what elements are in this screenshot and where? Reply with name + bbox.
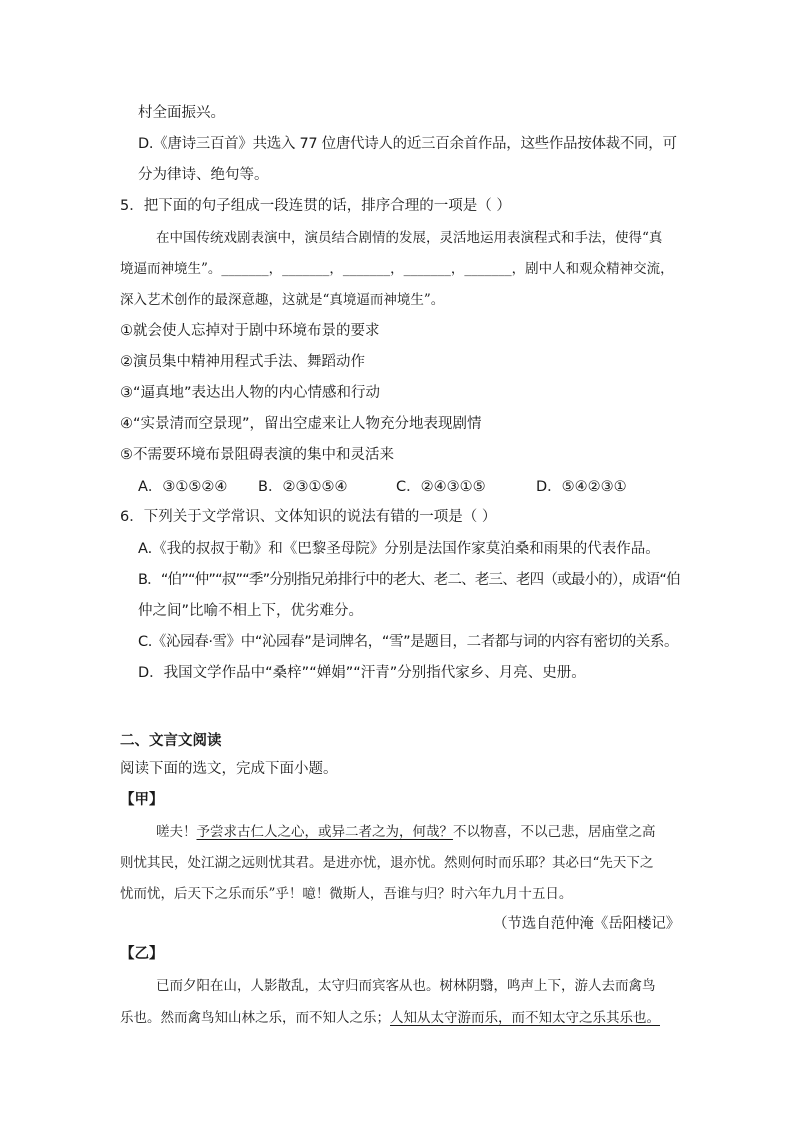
jia-line2: 则忧其民，处江湖之远则忧其君。是进亦忧，退亦忧。然则何时而乐耶？其必曰“先天下之 <box>120 855 654 871</box>
q6-stem: 6．下列关于文学常识、文体知识的说法有错的一项是（ ） <box>120 509 497 525</box>
jia-line3: 忧而忧，后天下之乐而乐”乎！噫！微斯人，吾谁与归？时六年九月十五日。 <box>120 886 573 902</box>
q6-option-b-line1: B．“伯”“仲”“叔”“季”分别指兄弟排行中的老大、老二、老三、老四（或最小的），成语“伯 <box>138 572 680 588</box>
yi-line2-start: 乐也。然而禽鸟知山林之乐，而不知人之乐； <box>120 1010 390 1026</box>
q5-passage-line1: 在中国传统戏剧表演中，演员结合剧情的发展，灵活地运用表演程式和手法，使得“真 <box>156 230 663 246</box>
yi-label: 【乙】 <box>120 946 164 962</box>
q5-item-2: ②演员集中精神用程式手法、舞蹈动作 <box>120 354 365 370</box>
q5-passage-line3: 深入艺术创作的最深意趣，这就是“真境逼而神境生”。 <box>120 292 445 308</box>
jia-source: （节选自范仲淹《岳阳楼记》 <box>493 916 681 932</box>
q5-item-3: ③“逼真地”表达出人物的内心情感和行动 <box>120 385 381 401</box>
q6-option-d: D．我国文学作品中“桑梓”“婵娟”“汗青”分别指代家乡、月亮、史册。 <box>138 665 586 681</box>
q4-option-d-line2: 分为律诗、绝句等。 <box>138 167 269 183</box>
jia-line1-end: 不以物喜，不以己悲，居庙堂之高 <box>453 824 656 840</box>
yi-line2 <box>120 1008 660 1028</box>
q5-stem: 5．把下面的句子组成一段连贯的话，排序合理的一项是（ ） <box>120 198 511 214</box>
q5-item-5: ⑤不需要环境布景阻碍表演的集中和灵活来 <box>120 447 394 463</box>
jia-label: 【甲】 <box>120 792 164 808</box>
q5-item-1: ①就会使人忘掉对于剧中环境布景的要求 <box>120 323 380 339</box>
q6-option-c: C.《沁园春·雪》中“沁园春”是词牌名，“雪”是题目，二者都与词的内容有密切的关系。 <box>138 634 679 650</box>
section-instruction: 阅读下面的选文，完成下面小题。 <box>120 761 338 777</box>
section-heading: 二、文言文阅读 <box>120 733 222 749</box>
jia-line1-underlined: 予尝求古仁人之心，或异二者之为，何哉？ <box>196 824 453 840</box>
q6-option-a: A.《我的叔叔于勒》和《巴黎圣母院》分别是法国作家莫泊桑和雨果的代表作品。 <box>138 541 660 557</box>
yi-line1: 已而夕阳在山，人影散乱，太守归而宾客从也。树林阴翳，鸣声上下，游人去而禽鸟 <box>156 978 656 994</box>
yi-line2-underlined: 人知从太守游而乐，而不知太守之乐其乐也。 <box>390 1010 660 1026</box>
q5-option-a: A．③①⑤②④ <box>138 479 228 495</box>
q4-option-c-tail: 村全面振兴。 <box>138 105 225 121</box>
q4-option-d-line1: D.《唐诗三百首》共选入 77 位唐代诗人的近三百余首作品，这些作品按体裁不同，可 <box>138 136 677 152</box>
q5-item-4: ④“实景清而空景现”，留出空虚来让人物充分地表现剧情 <box>120 416 482 432</box>
q5-passage-line2: 境逼而神境生”。_______，_______，_______，_______，_______，剧中人和观众精神交流， <box>120 261 674 277</box>
q5-option-c: C．②④③①⑤ <box>396 479 486 495</box>
q6-option-b-line2: 仲之间”比喻不相上下，优劣难分。 <box>138 603 364 619</box>
jia-line1 <box>156 822 656 842</box>
q5-option-d: D．⑤④②③① <box>536 479 627 495</box>
q5-option-b: B．②③①⑤④ <box>258 479 348 495</box>
jia-line1-start: 嗟夫！ <box>156 824 197 840</box>
